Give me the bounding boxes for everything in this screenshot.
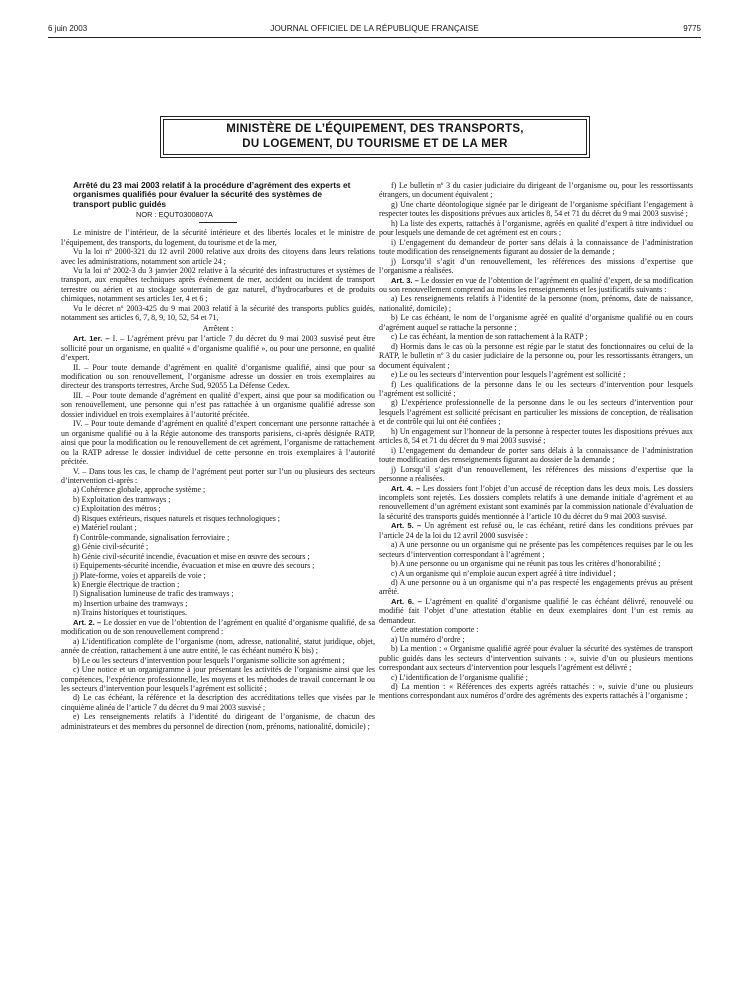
- body-paragraph: [61, 656, 375, 665]
- paragraph-text: Cette attestation comporte :: [391, 625, 479, 635]
- header-date: 6 juin 2003: [48, 24, 88, 33]
- body-paragraph: [379, 257, 693, 276]
- body-paragraph: [61, 533, 375, 542]
- paragraph-text: d) Hormis dans le cas où la personne est régie par le statut des fonctionnaires ou celui de la RATP, le bulletin nº 3 du casier judiciaire de la personne ou, pour les ressortissants étrangers, un document équivalent ;: [379, 341, 693, 370]
- paragraph-text: Arrêtent :: [202, 323, 234, 333]
- body-paragraph: [61, 542, 375, 551]
- body-paragraph: [61, 228, 375, 247]
- paragraph-text: Un agrément est refusé ou, le cas échéant, retiré dans les conditions prévues par l’article 24 de la loi du 12 avril 2000 susvisée :: [379, 521, 693, 540]
- body-paragraph: [61, 599, 375, 608]
- body-paragraph: [61, 552, 375, 561]
- body-paragraph: [61, 266, 375, 304]
- ministry-heading-line-1: MINISTÈRE DE L’ÉQUIPEMENT, DES TRANSPORTS,: [226, 123, 524, 135]
- paragraph-text: d) Le cas échéant, la référence et la description des accréditations telles que visées par le cinquième alinéa de l’article 7 du décret du 9 mai 2003 susvisé ;: [61, 693, 375, 712]
- paragraph-text: e) Matériel roulant ;: [73, 523, 137, 533]
- body-paragraph: [379, 313, 693, 332]
- header-page-number: 9775: [683, 24, 701, 33]
- body-paragraph: [379, 332, 693, 341]
- paragraph-text: Le dossier en vue de l’obtention de l’agrément en qualité d’organisme qualifié, de sa modification ou de son renouvellement comprend :: [61, 617, 375, 637]
- paragraph-text: i) L’engagement du demandeur de porter sans délais à la connaissance de l’administration toute modification des renseignements figurant au dossier de la demande ;: [379, 237, 693, 257]
- article-number: Art. 3. –: [391, 275, 419, 285]
- body-paragraph: [61, 363, 375, 391]
- article-paragraph: [379, 597, 693, 625]
- body-paragraph: [61, 571, 375, 580]
- paragraph-text: b) Le ou les secteurs d’intervention pour lesquels l’organisme sollicite son agrément ;: [73, 655, 345, 665]
- right-column: [379, 181, 693, 701]
- paragraph-text: l) Signalisation lumineuse de trafic des tramways ;: [73, 589, 234, 599]
- paragraph-text: f) Le bulletin nº 3 du casier judiciaire du dirigeant de l’organisme ou, pour les ressortissants étrangers, un document équivalent ;: [379, 181, 693, 200]
- body-paragraph: [61, 523, 375, 532]
- paragraph-text: a) Les renseignements relatifs à l’identité de la personne (nom, prénoms, date de naissance, nationalité, domicile) ;: [379, 294, 693, 313]
- paragraph-text: b) Le cas échéant, le nom de l’organisme agréé en qualité d’organisme qualifié ou en cours d’agrément auquel se rattache la personne ;: [379, 313, 693, 332]
- paragraph-text: b) La mention : « Organisme qualifié agréé pour évaluer la sécurité des systèmes de transport public guidés dans les secteurs d’intervention suivants : », suivie d’un ou plusieurs mentions correspondant aux secteurs d’intervention pour lesquels l’agrément est délivré ;: [379, 644, 693, 673]
- paragraph-text: e) Le ou les secteurs d’intervention pour lesquels l’agrément est sollicité ;: [391, 370, 626, 380]
- body-paragraph: [379, 181, 693, 200]
- paragraph-text: h) Un engagement sur l’honneur de la personne à respecter toutes les dispositions prévues aux articles 8, 54 et 71 du décret du 9 mai 2003 susvisé ;: [379, 426, 693, 446]
- paragraph-text: a) L’identification complète de l’organisme (nom, adresse, nationalité, statut juridique, objet, année de création, rattachement à une autre entité, le cas échéant numéro K bis) ;: [61, 636, 375, 656]
- article-paragraph: [61, 334, 375, 362]
- article-paragraph: [379, 484, 693, 522]
- body-paragraph: [379, 427, 693, 446]
- body-paragraph: [61, 419, 375, 466]
- paragraph-text: V. – Dans tous les cas, le champ de l’agrément peut porter sur l’un ou plusieurs des secteurs d’intervention ci-après :: [61, 466, 375, 485]
- body-paragraph: [61, 712, 375, 731]
- paragraph-text: Le dossier en vue de l’obtention de l’agrément en qualité d’expert, de sa modification ou son renouvellement comprend au moins les renseignements et les justificatifs suivants :: [379, 275, 694, 294]
- body-paragraph: [379, 398, 693, 426]
- body-paragraph: [61, 504, 375, 513]
- body-paragraph: [61, 693, 375, 712]
- body-paragraph: [379, 446, 693, 465]
- paragraph-text: b) Exploitation des tramways ;: [73, 494, 171, 504]
- body-paragraph: [61, 580, 375, 589]
- paragraph-text: I. – L’agrément prévu par l’article 7 du décret du 9 mai 2003 susvisé peut être sollicité pour un organisme, en qualité « d’organisme qualifié », ou pour une personne, en qualité d’expert.: [61, 334, 375, 363]
- paragraph-text: a) Cohérence globale, approche système ;: [73, 485, 206, 495]
- paragraph-text: i) Equipements-sécurité incendie, évacuation et mise en œuvre des secours ;: [73, 561, 315, 571]
- paragraph-text: m) Insertion urbaine des tramways ;: [73, 598, 188, 608]
- paragraph-text: c) Le cas échéant, la mention de son rattachement à la RATP ;: [391, 332, 588, 342]
- paragraph-text: g) Génie civil-sécurité ;: [73, 542, 149, 552]
- paragraph-text: f) Les qualifications de la personne dans le ou les secteurs d’intervention pour lesquels l’agrément est sollicité ;: [379, 379, 693, 398]
- paragraph-text: Les dossiers font l’objet d’un accusé de réception dans les deux mois. Les dossiers incomplets sont rejetés. Les dossiers complets relatifs à une demande initiale d’agrément et au renouvellement d’un agrément existant sont examinés par la commission nationale d’évaluation de la sécurité des transports guidés mentionnée à l’article 10 du décret du 9 mai 2003 susvisé.: [379, 483, 694, 521]
- article-number: Art. 4. –: [391, 483, 421, 493]
- body-paragraph: [379, 559, 693, 568]
- paragraph-text: j) Plate-forme, voies et appareils de voie ;: [73, 570, 206, 580]
- body-paragraph: [379, 673, 693, 682]
- paragraph-text: n) Trains historiques et touristiques.: [73, 608, 187, 618]
- body-paragraph: [379, 465, 693, 484]
- body-paragraph: [379, 294, 693, 313]
- paragraph-text: h) La liste des experts, rattachés à l’organisme, agréés en qualité d’expert à titre individuel ou pour lesquels une demande de cet agrément est en cours ;: [379, 218, 693, 238]
- ministry-heading-box: [160, 116, 590, 158]
- paragraph-text: L’agrément en qualité d’organisme qualifié le cas échéant délivré, renouvelé ou modifié fait l’objet d’une attestation établie en deux exemplaires dont l’un est remis au demandeur.: [379, 596, 694, 625]
- body-paragraph: [379, 635, 693, 644]
- paragraph-text: c) Une notice et un organigramme à jour présentant les activités de l’organisme ainsi que les compétences, l’expérience professionnelle, les moyens et les méthodes de travail concernant le ou les secteurs d’intervention pour lesquels l’agrément est sollicité ;: [61, 665, 375, 693]
- article-number: Art. 5. –: [391, 521, 422, 531]
- paragraph-text: d) La mention : « Références des experts agréés rattachés : », suivie d’une ou plusieurs mentions correspondant aux numéros d’ordre des agréments des experts rattachés à l’organisme ;: [379, 682, 693, 701]
- paragraph-text: e) Les renseignements relatifs à l’identité du dirigeant de l’organisme, de chacun des administrateurs et des membres du personnel de direction (nom, prénoms, nationalité, domicile) ;: [61, 712, 375, 731]
- paragraph-text: Vu le décret nº 2003-425 du 9 mai 2003 relatif à la sécurité des transports publics guidés, notamment ses articles 6, 7, 8, 9, 10, 52, 54 et 71,: [61, 303, 375, 323]
- ministry-heading-inner-frame: [163, 119, 587, 155]
- article-paragraph: [61, 618, 375, 637]
- ministry-heading-line-2: DU LOGEMENT, DU TOURISME ET DE LA MER: [242, 138, 508, 150]
- paragraph-text: c) A un organisme qui n’emploie aucun expert agréé à titre individuel ;: [391, 568, 616, 578]
- paragraph-text: j) Lorsqu’il s’agit d’un renouvellement, les références des missions d’expertise que l’organisme a réalisées.: [379, 256, 693, 276]
- body-paragraph: [379, 219, 693, 238]
- paragraph-text: Vu la loi nº 2000-321 du 12 avril 2000 relative aux droits des citoyens dans leurs relations avec les administrations, notamment son article 24 ;: [61, 247, 375, 266]
- body-paragraph: [379, 540, 693, 559]
- body-paragraph: [379, 682, 693, 701]
- paragraph-text: d) Risques extérieurs, risques naturels et risques technologiques ;: [73, 513, 280, 523]
- article-number: Art. 2. –: [73, 617, 102, 627]
- body-paragraph: [379, 200, 693, 219]
- body-paragraph: [61, 514, 375, 523]
- paragraph-text: d) A une personne ou à un organisme qui n’a pas respecté les engagements prévus au présent arrêté.: [379, 578, 693, 597]
- body-paragraph: [61, 247, 375, 266]
- body-paragraph: [61, 608, 375, 617]
- article-number: Art. 1er. –: [73, 334, 110, 344]
- body-paragraph: [61, 561, 375, 570]
- header-journal-title: JOURNAL OFFICIEL DE LA RÉPUBLIQUE FRANÇAISE: [270, 24, 479, 33]
- page-header: [48, 24, 701, 38]
- body-paragraph: [379, 380, 693, 399]
- paragraph-text: c) Exploitation des métros ;: [73, 504, 161, 514]
- paragraph-text: c) L’identification de l’organisme qualifié ;: [391, 672, 528, 682]
- paragraph-text: a) A une personne ou un organisme qui ne présente pas les compétences requises par le ou les secteurs d’intervention correspondant à l’agrément ;: [379, 540, 693, 559]
- body-paragraph: [379, 625, 693, 634]
- article-paragraph: [379, 521, 693, 540]
- body-paragraph: [61, 637, 375, 656]
- paragraph-text: f) Contrôle-commande, signalisation ferroviaire ;: [73, 532, 230, 542]
- paragraph-text: b) A une personne ou un organisme qui ne réunit pas tous les critères d’honorabilité ;: [391, 559, 661, 569]
- article-paragraph: [379, 276, 693, 295]
- paragraph-text: h) Génie civil-sécurité incendie, évacuation et mise en œuvre des secours ;: [73, 551, 310, 561]
- paragraph-text: k) Energie électrique de traction ;: [73, 579, 180, 589]
- paragraph-text: a) Un numéro d’ordre ;: [391, 634, 465, 644]
- paragraph-text: Vu la loi nº 2002-3 du 3 janvier 2002 relative à la sécurité des infrastructures et systèmes de transport, aux enquêtes techniques après événement de mer, accident ou incident de transport terrestre ou aérien et au stockage souterrain de gaz naturel, d’hydrocarbures et de produits chimiques, notamment ses articles 1er, 4 et 6 ;: [61, 266, 375, 304]
- body-paragraph: [61, 665, 375, 693]
- paragraph-text: II. – Pour toute demande d’agrément en qualité d’organisme qualifié, ainsi que pour sa modification ou son renouvellement, l’organisme adresse un dossier en trois exemplaires au directeur des transports terrestres, Arche Sud, 92055 La Défense Cedex.: [61, 362, 375, 391]
- body-paragraph: [379, 569, 693, 578]
- body-paragraph: [61, 324, 375, 333]
- body-paragraph: [61, 304, 375, 323]
- body-paragraph: [379, 578, 693, 597]
- article-number: Art. 6. –: [391, 596, 422, 606]
- body-paragraph: [379, 370, 693, 379]
- body-paragraph: [61, 485, 375, 494]
- nor-reference: NOR : EQUT0300807A: [136, 210, 213, 220]
- paragraph-text: g) Une charte déontologique signée par le dirigeant de l’organisme spécifiant l’engagement à respecter toutes les dispositions prévues aux articles 8, 54 et 71 du décret du 9 mai 2003 susvisé ;: [379, 199, 693, 219]
- paragraph-text: Le ministre de l’intérieur, de la sécurité intérieure et des libertés locales et le ministre de l’équipement, des transports, du logement, du tourisme et de la mer,: [61, 228, 375, 247]
- paragraph-text: IV. – Pour toute demande d’agrément en qualité d’expert concernant une personne rattachée à un organisme qualifié ou à la Régie autonome des transports parisiens, ci-après désignée RATP, ainsi que pour la modification ou le renouvellement de cet agrément, l’organisme de rattachement ou la RATP adresse le dossier individuel de cette personne en trois exemplaires à l’autorité précitée.: [61, 419, 375, 467]
- body-paragraph: [379, 342, 693, 370]
- left-column: [61, 181, 375, 731]
- paragraph-text: III. – Pour toute demande d’agrément en qualité d’expert, ainsi que pour sa modification ou son renouvellement, une personne qui n’est pas rattachée à un organisme qualifié adresse son dossier individuel en trois exemplaires à l’autorité précitée.: [61, 390, 375, 419]
- body-paragraph: [61, 495, 375, 504]
- body-paragraph: [379, 644, 693, 672]
- body-paragraph: [61, 467, 375, 486]
- paragraph-text: g) L’expérience professionnelle de la personne dans le ou les secteurs d’intervention pour lesquels l’agrément est sollicité précisant en particulier les missions de conception, de réalisation et de contrôle qui lui ont été confiées ;: [379, 398, 693, 427]
- body-paragraph: [61, 391, 375, 419]
- paragraph-text: i) L’engagement du demandeur de porter sans délais à la connaissance de l’administration toute modification des renseignements figurant au dossier de la demande ;: [379, 445, 693, 465]
- paragraph-text: j) Lorsqu’il s’agit d’un renouvellement, les références des missions d’expertise que la personne a réalisées.: [379, 464, 693, 484]
- arrete-title: Arrêté du 23 mai 2003 relatif à la procédure d’agrément des experts et organismes qualifiés pour évaluer la sécurité des systèmes de transport public guidés: [73, 180, 351, 209]
- body-paragraph: [61, 589, 375, 598]
- header-rule: [48, 37, 701, 38]
- title-separator-rule: [199, 222, 237, 223]
- body-paragraph: [379, 238, 693, 257]
